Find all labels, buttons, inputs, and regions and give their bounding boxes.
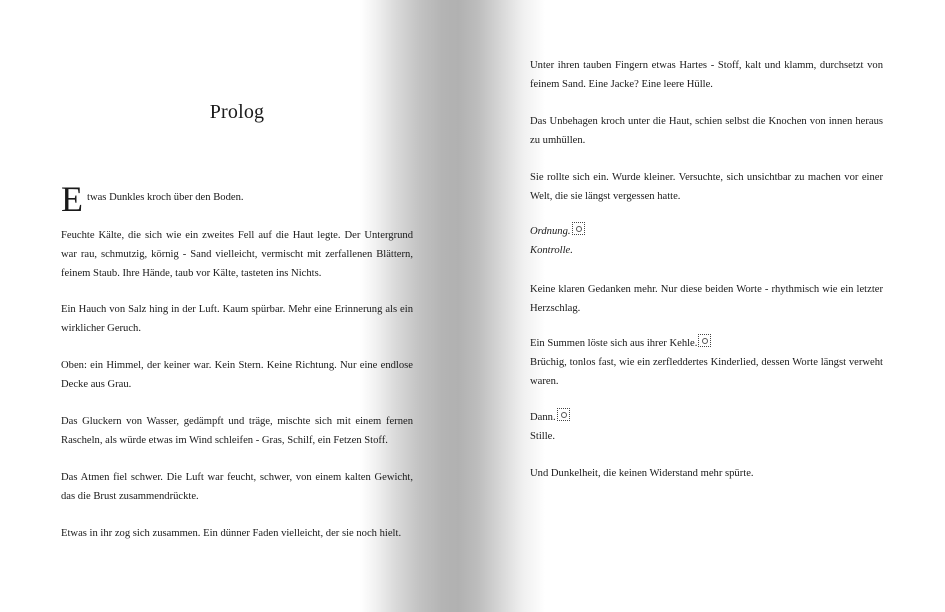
missing-glyph-icon	[557, 408, 570, 421]
paragraph: Das Unbehagen kroch unter die Haut, schien selbst die Knochen von innen heraus zu umhüllen.	[530, 116, 883, 146]
summen-paragraph	[530, 334, 883, 391]
dann-paragraph	[530, 408, 883, 446]
paragraph: Das Gluckern von Wasser, gedämpft und träge, mischte sich mit einem fernen Rascheln, als würde etwas im Wind schleifen - Gras, Schilf, ein Fetzen Stoff.	[61, 416, 413, 446]
drop-cap: E	[61, 179, 83, 219]
paragraph: Keine klaren Gedanken mehr. Nur diese beiden Worte - rhythmisch wie ein letzter Herzschlag.	[530, 284, 883, 314]
stille-line: Stille.	[530, 431, 556, 442]
dann-line: Dann.	[530, 412, 556, 423]
paragraph: Feuchte Kälte, die sich wie ein zweites Fell auf die Haut legte. Der Untergrund war rau, schmutzig, körnig - Sand vielleicht, vermischt mit zerfallenen Blättern, feinem Staub. Ihre Hände, taub vor Kälte, tasteten ins Nichts.	[61, 230, 413, 279]
missing-glyph-icon	[572, 222, 585, 235]
opening-line: twas Dunkles kroch über den Boden.	[87, 192, 244, 203]
final-paragraph: Und Dunkelheit, die keinen Widerstand mehr spürte.	[530, 468, 754, 479]
summen-continuation: Brüchig, tonlos fast, wie ein zerfleddertes Kinderlied, dessen Worte längst verweht waren.	[530, 357, 883, 387]
missing-glyph-icon	[698, 334, 711, 347]
italic-line-kontrolle: Kontrolle.	[530, 245, 573, 256]
paragraph: Sie rollte sich ein. Wurde kleiner. Versuchte, sich unsichtbar zu machen vor einer Welt, die sie längst vergessen hatte.	[530, 172, 883, 202]
paragraph: Oben: ein Himmel, der keiner war. Kein Stern. Keine Richtung. Nur eine endlose Decke aus Grau.	[61, 360, 413, 390]
italic-paragraph	[530, 222, 883, 260]
opening-paragraph	[61, 179, 413, 219]
paragraph: Das Atmen fiel schwer. Die Luft war feucht, schwer, von einem kalten Gewicht, das die Brust zusammendrückte.	[61, 472, 413, 502]
chapter-title: Prolog	[209, 101, 265, 123]
paragraph: Ein Hauch von Salz hing in der Luft. Kaum spürbar. Mehr eine Erinnerung als ein wirklicher Geruch.	[61, 304, 413, 334]
paragraph: Unter ihren tauben Fingern etwas Hartes - Stoff, kalt und klamm, durchsetzt von feinem Sand. Eine Jacke? Eine leere Hülle.	[530, 60, 883, 90]
summen-line: Ein Summen löste sich aus ihrer Kehle.	[530, 338, 698, 349]
italic-line-ordnung: Ordnung.	[530, 226, 571, 237]
paragraph: Etwas in ihr zog sich zusammen. Ein dünner Faden vielleicht, der sie noch hielt.	[61, 528, 402, 539]
